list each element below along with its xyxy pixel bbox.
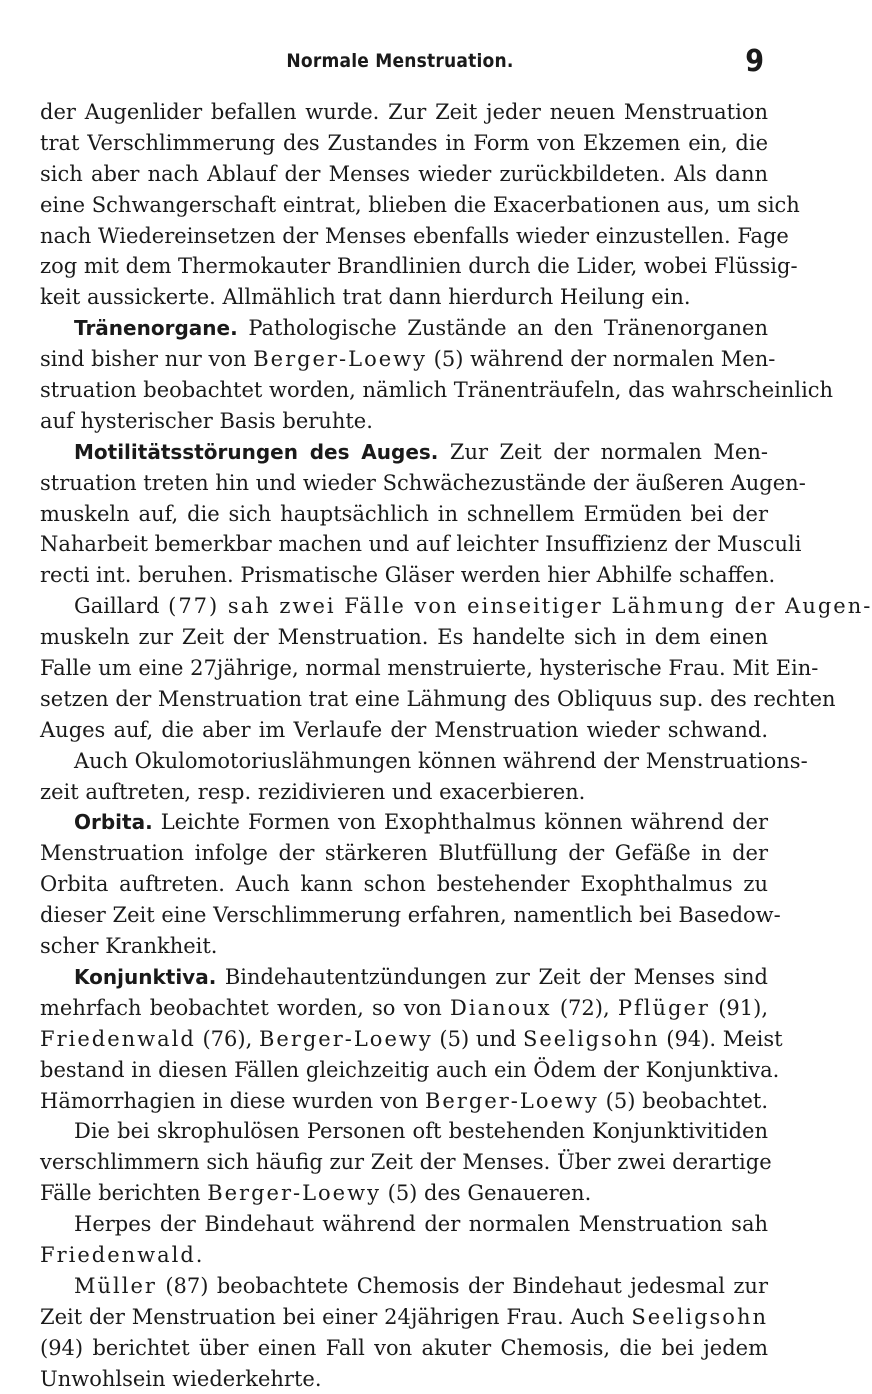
author-name: Dianoux [450,995,552,1020]
section-heading-line [40,437,768,468]
author-name: Berger-Loewy [258,1026,433,1051]
text-line: Unwohlsein wiederkehrte. [40,1366,322,1391]
text-run: sind bisher nur von [40,347,254,372]
author-name: Berger-Loewy [253,347,427,372]
text-line: verschlimmern sich häufig zur Zeit der Menses. Über zwei derartige [40,1150,772,1175]
text-run: (72), [551,995,618,1020]
text-run: Fälle berichten [40,1181,208,1206]
text-line: bestand in diesen Fällen gleichzeitig auch ein Ödem der Konjunktiva. [40,1057,780,1082]
text-run: Leichte Formen von Exophthalmus können während der [160,810,768,835]
text-line: struation treten hin und wieder Schwächezustände der äußeren Augen- [40,470,806,495]
section-heading: Tränenorgane. [74,316,238,341]
text-line: Orbita auftreten. Auch kann schon bestehender Exophthalmus zu [40,872,768,897]
text-line: Die bei skrophulösen Personen oft bestehenden Konjunktivitiden [74,1119,768,1144]
author-name: (77) sah zwei Fälle von einseitiger Lähmung der Augen- [159,594,872,619]
text-line: auf hysterischer Basis beruhte. [40,408,373,433]
text-line [40,1302,768,1333]
section-heading-line [40,807,768,838]
text-line: dieser Zeit eine Verschlimmerung erfahren, namentlich bei Basedow- [40,903,781,928]
text-run: (5) während der normalen Men- [426,347,776,372]
text-line: muskeln auf, die sich hauptsächlich in schnellem Ermüden bei der [40,501,768,526]
section-heading-line [40,962,768,993]
text-line [40,591,872,622]
text-line [40,993,768,1024]
text-line: (94) berichtet über einen Fall von akuter Chemosis, die bei jedem [40,1335,768,1360]
text-line [40,1086,768,1117]
author-name: Friedenwald [40,1026,196,1051]
text-run: (5) beobachtet. [598,1088,769,1113]
author-name: Pflüger [617,995,710,1020]
text-line [40,344,776,375]
text-line: struation beobachtet worden, nämlich Tränenträufeln, das wahrscheinlich [40,378,834,403]
text-run: (76), [195,1026,259,1051]
text-run: (5) und [432,1026,523,1051]
text-line: keit aussickerte. Allmählich trat dann hierdurch Heilung ein. [40,285,691,310]
text-line: eine Schwangerschaft eintrat, blieben die Exacerbationen aus, um sich [40,192,800,217]
text-line: setzen der Menstruation trat eine Lähmung des Obliquus sup. des rechten [40,686,836,711]
text-line: Auges auf, die aber im Verlaufe der Menstruation wieder schwand. [40,717,768,742]
text-line: zog mit dem Thermokauter Brandlinien durch die Lider, wobei Flüssig- [40,254,798,279]
text-run: Pathologische Zustände an den Tränenorganen [248,316,768,341]
text-line [40,1024,783,1055]
text-run: Gaillard [74,594,160,619]
text-line: Menstruation infolge der stärkeren Blutfüllung der Gefäße in der [40,841,768,866]
text-line: trat Verschlimmerung des Zustandes in Form von Ekzemen ein, die [40,130,768,155]
section-heading: Motilitätsstörungen des Auges. [74,439,439,464]
text-run: Zeit der Menstruation bei einer 24jährigen Frau. Auch [40,1304,632,1329]
section-heading: Orbita. [74,810,153,835]
author-name: Seeligsohn [631,1304,768,1329]
text-run: (5) des Genaueren. [380,1181,592,1206]
section-heading-line [40,313,768,344]
text-line: der Augenlider befallen wurde. Zur Zeit jeder neuen Menstruation [40,100,768,124]
text-run: (87) beobachtete Chemosis der Bindehaut jedesmal zur [156,1273,768,1298]
text-run: Bindehautentzündungen zur Zeit der Menses sind [224,964,768,989]
author-name: Berger-Loewy [425,1088,599,1113]
text-line: sich aber nach Ablauf der Menses wieder zurückbildeten. Als dann [40,161,768,186]
page-number: 9 [745,44,764,79]
text-run: mehrfach beobachtet worden, so von [40,995,450,1020]
body-text [40,97,872,1394]
text-line: recti int. beruhen. Prismatische Gläser werden hier Abhilfe schaffen. [40,563,776,588]
text-run: Zur Zeit der normalen Men- [449,439,768,464]
text-line: scher Krankheit. [40,934,218,959]
running-title: Normale Menstruation. [286,50,514,72]
text-run: (94). Meist [659,1026,783,1051]
text-line: Falle um eine 27jährige, normal menstruierte, hysterische Frau. Mit Ein- [40,656,819,681]
author-name: Berger-Loewy [207,1181,381,1206]
text-line [40,1271,768,1302]
text-line: Auch Okulomotoriuslähmungen können während der Menstruations- [74,748,808,773]
text-run: Hämorrhagien in diese wurden von [40,1088,425,1113]
text-line: Naharbeit bemerkbar machen und auf leichter Insuffizienz der Musculi [40,532,802,557]
text-line [40,1178,768,1209]
author-name: Seeligsohn [522,1026,660,1051]
text-line: muskeln zur Zeit der Menstruation. Es handelte sich in dem einen [40,625,768,650]
author-name: Müller [74,1273,157,1298]
running-header [0,44,800,78]
text-run: (91), [709,995,769,1020]
section-heading: Konjunktiva. [74,964,217,989]
text-line: Herpes der Bindehaut während der normalen Menstruation sah [74,1212,768,1237]
text-line: zeit auftreten, resp. rezidivieren und exacerbieren. [40,779,586,804]
text-line: nach Wiedereinsetzen der Menses ebenfalls wieder einzustellen. Fage [40,223,789,248]
text-line: Friedenwald. [40,1242,205,1267]
